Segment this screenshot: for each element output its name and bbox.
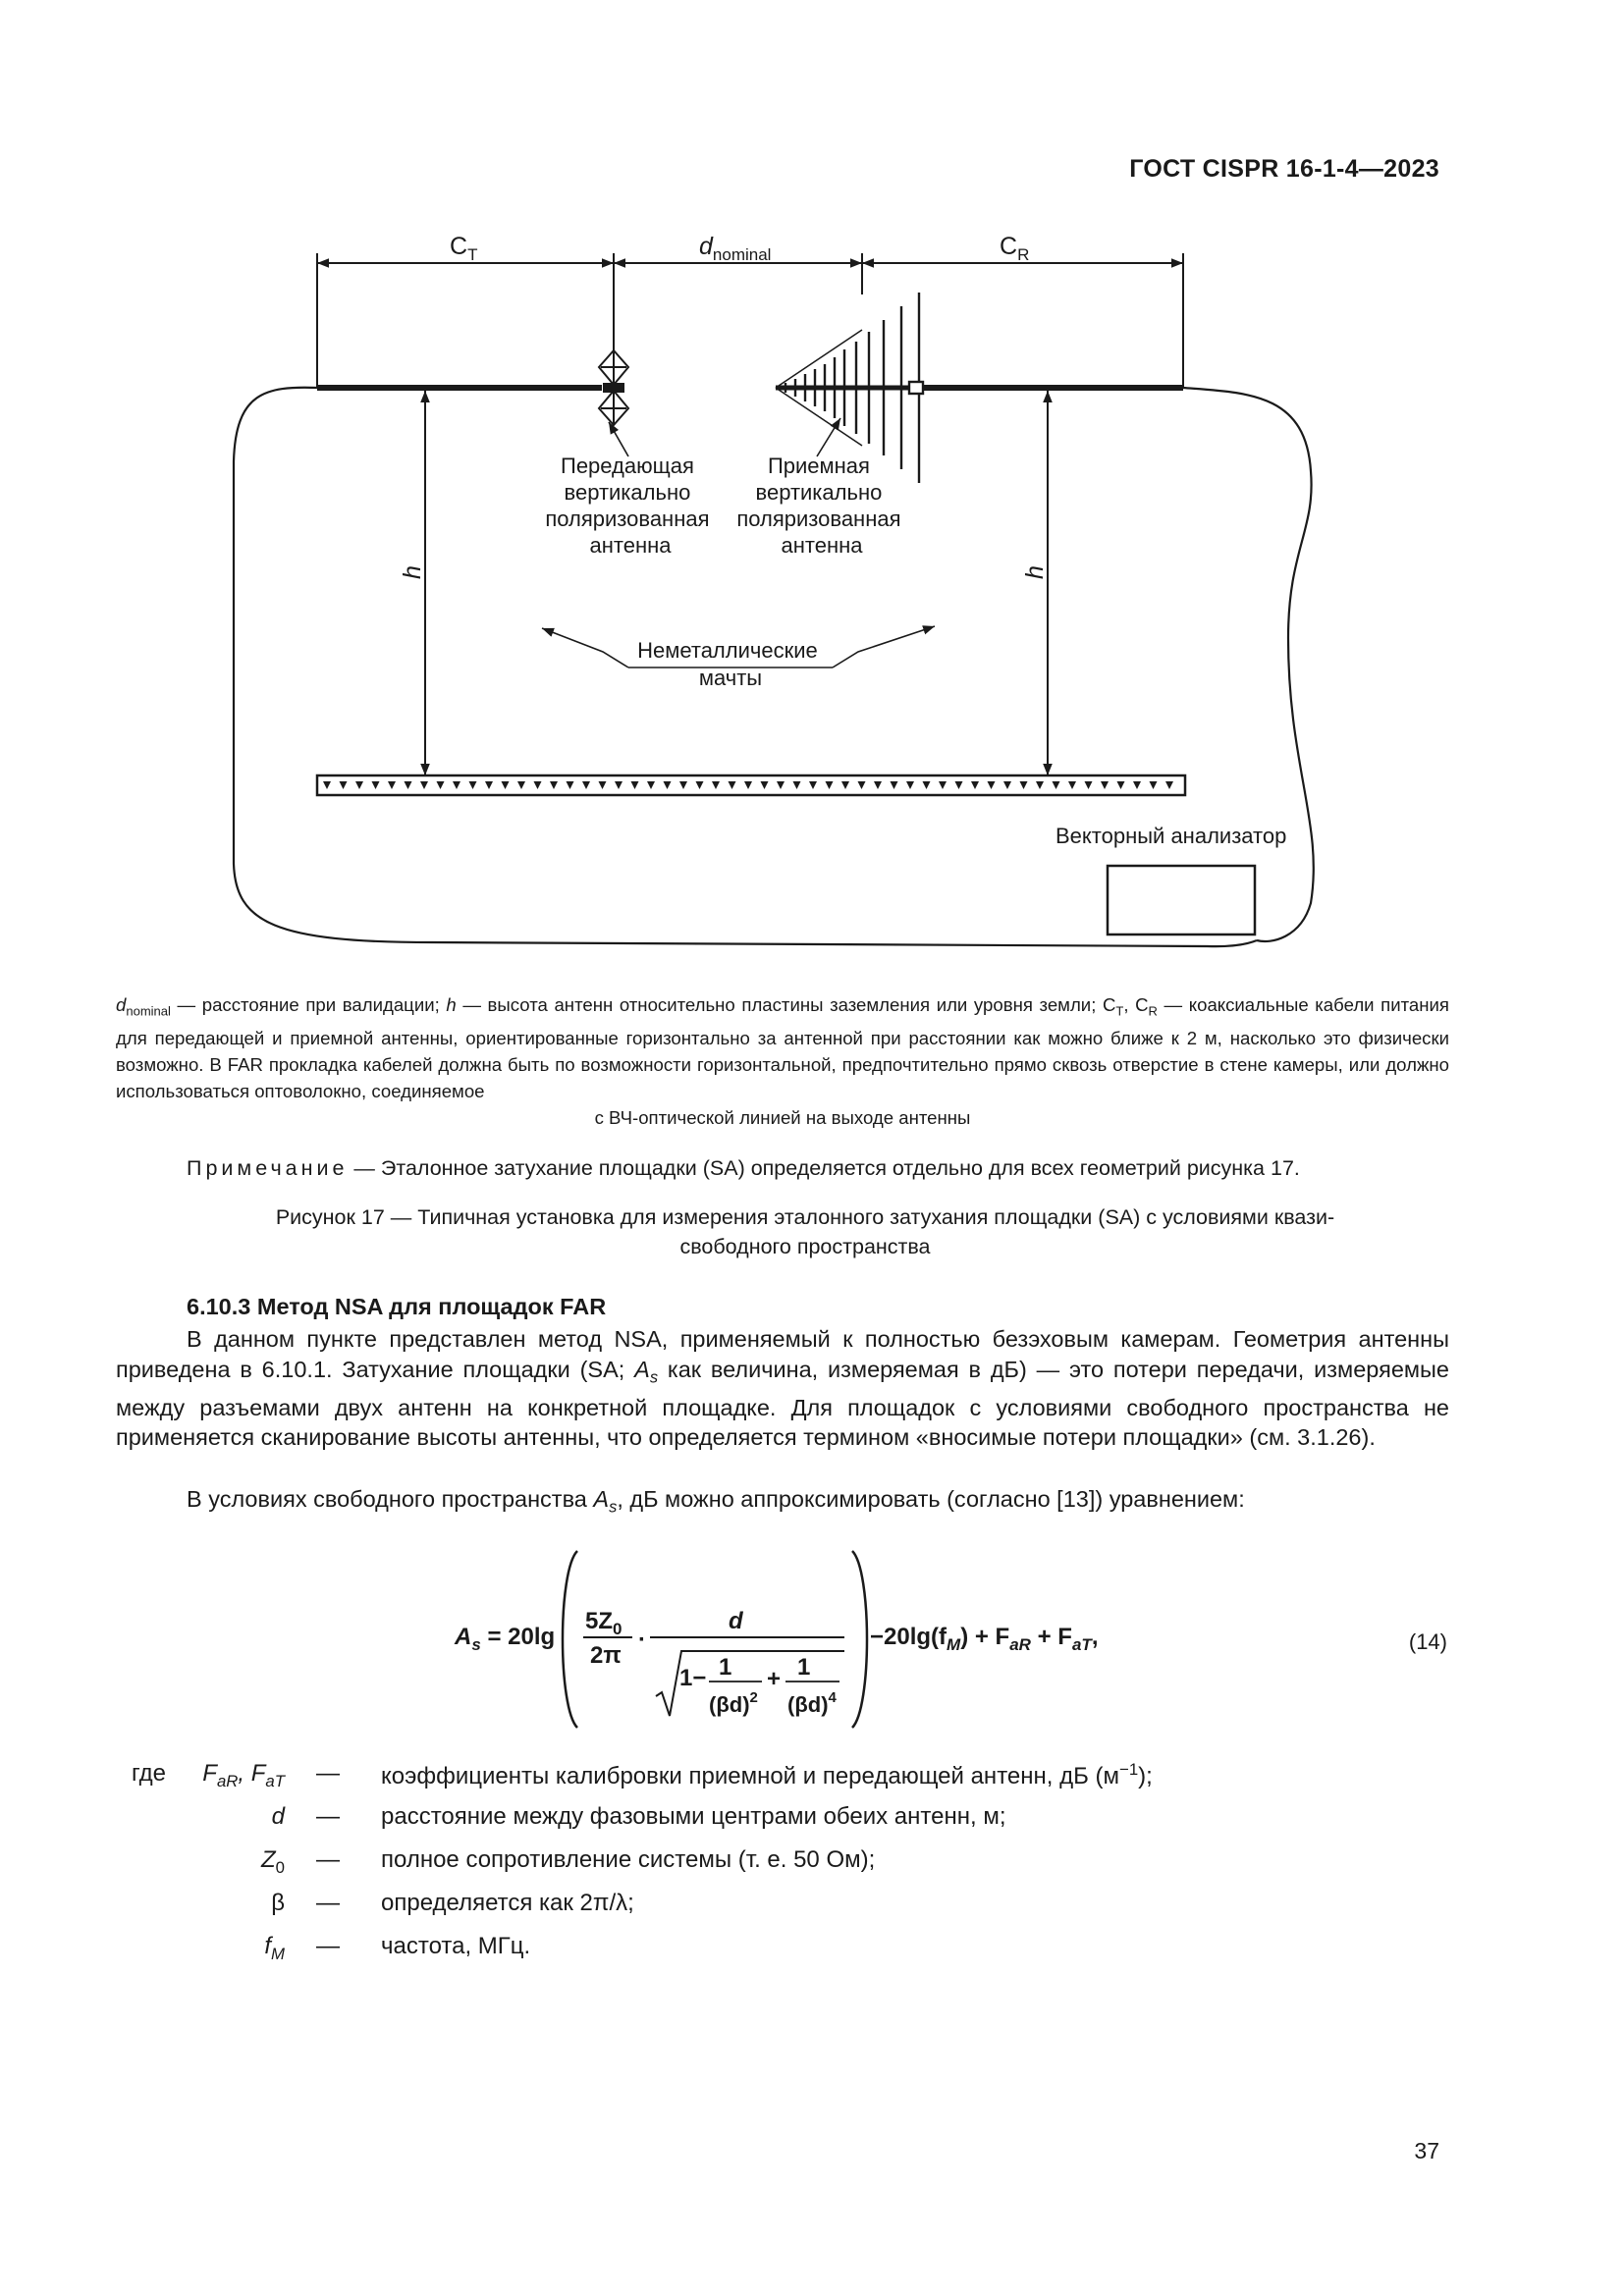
vector-analyzer-box [1108, 866, 1255, 934]
paragraph-2: В условиях свободного пространства $A_s$, дБ можно аппроксимировать (согласно [13]) уравнением: [187, 1486, 1245, 1517]
eq-dot: · [638, 1627, 646, 1653]
figure-legend [116, 991, 1449, 1131]
equation-number: (14) [1408, 1629, 1447, 1654]
analyzer-label: Векторный анализатор [1056, 824, 1287, 848]
eq-one-b: 1 [797, 1654, 811, 1681]
eq-bd2: $(\beta d)^2$ [709, 1689, 758, 1717]
eq-bd4: $(\beta d)^4$ [787, 1689, 837, 1717]
page-number: 37 [1414, 2138, 1439, 2163]
eq-one-minus: 1− [679, 1665, 707, 1691]
eq-num2: d [729, 1608, 743, 1634]
legend-text: $d_{nominal}$ — расстояние при валидации; h — высота антенн относительно пластины заземления или уровня земли; $C_T$, $C_R$ — коаксиальные кабели питания для передающей и приемной антенны, ориентированные горизонтально за антенной при расстоянии как можно ближе к 2 м, насколько это физически возможно. В FAR прокладка кабелей должна быть по возможности горизонтальной, предпочтительно прямо сквозь отверстие в стене камеры, или должно использоваться оптоволокно, соединяемое [116, 994, 1449, 1101]
receive-mast [923, 385, 1183, 391]
def-item-z0: $Z_0$ — полное сопротивление системы (т. е. 50 Ом); [260, 1846, 876, 1877]
section-heading: 6.10.3 Метод NSA для площадок FAR [187, 1294, 607, 1319]
dimension-extension-lines [317, 253, 1183, 388]
note-label: Примечание [187, 1156, 349, 1180]
eq-tail: $-20\lg(f_M) + F_{aR} + F_{aT}$, [870, 1624, 1099, 1654]
eq-den1: 2π [590, 1642, 622, 1669]
def-item-d: d — расстояние между фазовыми центрами обеих антенн, м; [271, 1803, 1006, 1830]
height-arrows [425, 391, 1048, 775]
mast-label: Неметаллические мачты [637, 638, 818, 690]
legend-last-line: с ВЧ-оптической линией на выходе антенны [594, 1106, 971, 1128]
measurement-setup-figure [0, 0, 1624, 982]
transmit-antenna [599, 350, 628, 425]
document-header: ГОСТ CISPR 16-1-4—2023 [1129, 155, 1439, 183]
antenna-leaders [609, 418, 840, 456]
figure-note [187, 1156, 1300, 1181]
h-label-left: h [399, 565, 426, 579]
def-item-fm: $f_M$ — частота, МГц. [264, 1933, 531, 1963]
paragraph-1: В данном пункте представлен метод NSA, применяемый к полностью безэховым камерам. Геометрия антенны приведена в 6.10.1. Затухание площадки (SA; $A_s$ как величина, измеряемая в дБ) — это потери передачи, измеряемые между разъемами двух антенн на конкретной площадке. Для площадок с условиями свободного пространства не применяется сканирование высоты антенны, что определяется термином «вносимые потери площадки» (см. 3.1.26). [116, 1326, 1450, 1451]
eq-num1: $5Z_0$ [585, 1608, 623, 1638]
transmit-mast [317, 385, 602, 391]
def-item-beta: β — определяется как 2π/λ; [271, 1890, 634, 1916]
receive-antenna-label: Приемная вертикально поляризованная антенна [736, 454, 901, 558]
dim-cr-label: $C_R$ [1000, 233, 1030, 264]
eq-one-a: 1 [719, 1654, 732, 1681]
transmit-antenna-label: Передающая вертикально поляризованная антенна [545, 454, 710, 558]
def-item-f: где $F_{aR}$, $F_{aT}$ — коэффициенты калибровки приемной и передающей антенн, дБ $(м^{-1})$; [132, 1760, 1153, 1790]
def-intro: где [132, 1760, 167, 1787]
eq-lhs: $A_s = 20\lg$ [455, 1624, 556, 1654]
note-text: — Эталонное затухание площадки (SA) определяется отдельно для всех геометрий рисунка 17. [348, 1156, 1300, 1180]
definitions-list [0, 1760, 1624, 1976]
eq-plus: + [767, 1666, 782, 1692]
dim-d-label: $d_{nominal}$ [699, 233, 772, 264]
figure-caption: Рисунок 17 — Типичная установка для измерения эталонного затухания площадки (SA) с условиями квази- свободного пространства [275, 1205, 1335, 1258]
ground-plane [317, 775, 1185, 795]
equation-14 [432, 1531, 1218, 1737]
h-label-right: h [1021, 565, 1049, 579]
dim-ct-label: $C_T$ [450, 233, 478, 264]
